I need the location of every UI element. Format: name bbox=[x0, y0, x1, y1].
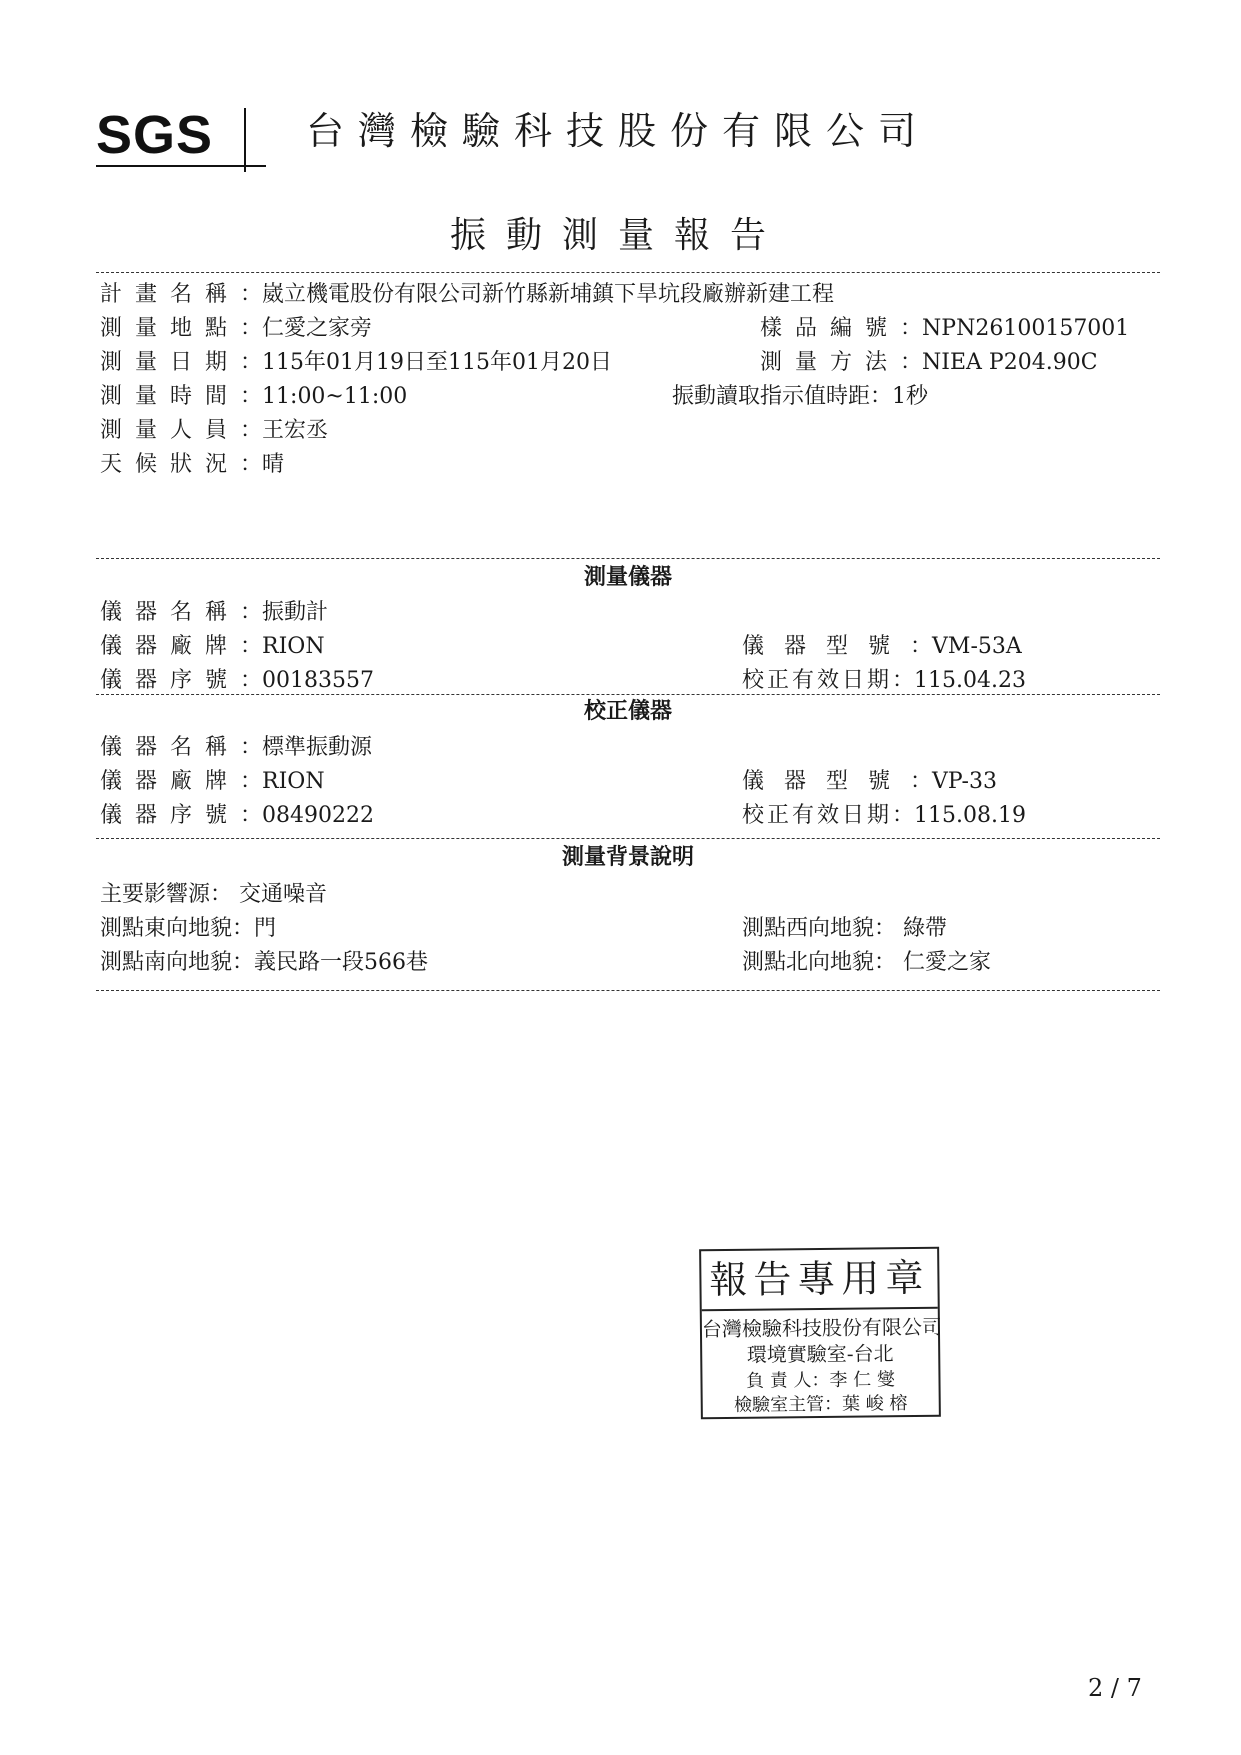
location-row: 測量地點：仁愛之家旁 bbox=[100, 316, 373, 341]
west-value: 綠帶 bbox=[903, 916, 948, 941]
divider bbox=[96, 990, 1160, 991]
east-row: 測點東向地貌：門 bbox=[100, 916, 277, 941]
page-number: 2 / 7 bbox=[1088, 1674, 1142, 1702]
project-value: 崴立機電股份有限公司新竹縣新埔鎮下旱坑段廠辦新建工程 bbox=[262, 282, 835, 307]
stamp-head: 報告專用章 bbox=[701, 1249, 938, 1311]
stamp-supervisor bbox=[703, 1395, 939, 1415]
east-value: 門 bbox=[254, 916, 277, 941]
instrument-serial-label: 儀器序號 bbox=[100, 668, 241, 693]
calibrator-valid-label: 校正有效日期 bbox=[742, 803, 893, 828]
instrument-serial-row: 儀器序號：00183557 bbox=[100, 668, 375, 693]
calibrator-section-title: 校正儀器 bbox=[583, 698, 672, 724]
person-row: 測量人員：王宏丞 bbox=[100, 418, 329, 443]
instrument-brand-label: 儀器廠牌 bbox=[100, 634, 241, 659]
background-section-title: 測量背景說明 bbox=[561, 844, 694, 870]
south-value: 義民路一段566巷 bbox=[254, 950, 429, 975]
method-row: 測量方法：NIEA P204.90C bbox=[760, 350, 1098, 375]
south-label: 測點南向地貌 bbox=[100, 950, 233, 975]
instrument-brand-value: RION bbox=[262, 634, 325, 659]
instrument-model-value: VM-53A bbox=[932, 634, 1022, 659]
calibrator-name-row: 儀器名稱：標準振動源 bbox=[100, 735, 373, 760]
report-stamp bbox=[699, 1247, 941, 1420]
stamp-responsible bbox=[702, 1371, 938, 1391]
instrument-name-label: 儀器名稱 bbox=[100, 600, 241, 625]
west-row: 測點西向地貌： 綠帶 bbox=[742, 916, 948, 941]
divider bbox=[96, 694, 1160, 695]
weather-label: 天候狀況 bbox=[100, 452, 241, 477]
calibrator-valid-row: 校正有效日期：115.08.19 bbox=[742, 803, 1026, 828]
interval-row: 振動讀取指示值時距：1秒 bbox=[672, 384, 929, 409]
instrument-name-row: 儀器名稱：振動計 bbox=[100, 600, 329, 625]
source-row: 主要影響源： 交通噪音 bbox=[100, 882, 328, 907]
report-title: 振動測量報告 bbox=[450, 215, 787, 256]
instrument-valid-label: 校正有效日期 bbox=[742, 668, 893, 693]
time-label: 測量時間 bbox=[100, 384, 241, 409]
weather-row: 天候狀況：晴 bbox=[100, 452, 285, 477]
calibrator-serial-label: 儀器序號 bbox=[100, 803, 241, 828]
person-label: 測量人員 bbox=[100, 418, 241, 443]
sgs-logo: SGS bbox=[96, 105, 214, 165]
logo-underline bbox=[96, 165, 266, 167]
person-value: 王宏丞 bbox=[262, 418, 329, 443]
instrument-valid-value: 115.04.23 bbox=[914, 668, 1026, 693]
north-value: 仁愛之家 bbox=[903, 950, 992, 975]
date-row: 測量日期：115年01月19日至115年01月20日 bbox=[100, 350, 612, 375]
calibrator-model-label: 儀器型號 bbox=[742, 769, 911, 794]
calibrator-valid-value: 115.08.19 bbox=[914, 803, 1026, 828]
divider bbox=[96, 558, 1160, 559]
weather-value: 晴 bbox=[262, 452, 285, 477]
sample-no-row: 樣品編號：NPN26100157001 bbox=[760, 316, 1130, 341]
calibrator-brand-value: RION bbox=[262, 769, 325, 794]
stamp-supervisor-value: 葉 峻 榕 bbox=[841, 1393, 908, 1415]
sample-no-value: NPN26100157001 bbox=[922, 316, 1130, 341]
calibrator-model-row: 儀器型號：VP-33 bbox=[742, 769, 997, 794]
north-row: 測點北向地貌： 仁愛之家 bbox=[742, 950, 992, 975]
project-label: 計畫名稱 bbox=[100, 282, 241, 307]
company-name: 台灣檢驗科技股份有限公司 bbox=[306, 109, 931, 153]
time-value: 11:00~11:00 bbox=[262, 384, 408, 409]
source-value: 交通噪音 bbox=[239, 882, 328, 907]
stamp-company: 台灣檢驗科技股份有限公司 bbox=[701, 1314, 943, 1342]
logo-tick-mark bbox=[244, 108, 246, 172]
instrument-model-row: 儀器型號：VM-53A bbox=[742, 634, 1022, 659]
date-value: 115年01月19日至115年01月20日 bbox=[262, 350, 612, 375]
divider bbox=[96, 838, 1160, 839]
date-label: 測量日期 bbox=[100, 350, 241, 375]
calibrator-serial-value: 08490222 bbox=[262, 803, 375, 828]
interval-value: 1秒 bbox=[892, 384, 929, 409]
calibrator-brand-label: 儀器廠牌 bbox=[100, 769, 241, 794]
calibrator-name-label: 儀器名稱 bbox=[100, 735, 241, 760]
calibrator-serial-row: 儀器序號：08490222 bbox=[100, 803, 375, 828]
interval-label: 振動讀取指示值時距 bbox=[672, 384, 871, 409]
stamp-responsible-value: 李 仁 燮 bbox=[829, 1369, 896, 1391]
calibrator-name-value: 標準振動源 bbox=[262, 735, 373, 760]
west-label: 測點西向地貌 bbox=[742, 916, 875, 941]
time-row: 測量時間：11:00~11:00 bbox=[100, 384, 408, 409]
source-label: 主要影響源 bbox=[100, 882, 211, 907]
divider bbox=[96, 272, 1160, 273]
east-label: 測點東向地貌 bbox=[100, 916, 233, 941]
method-label: 測量方法 bbox=[760, 350, 901, 375]
stamp-responsible-label: 負 責 人： bbox=[745, 1369, 830, 1392]
location-label: 測量地點 bbox=[100, 316, 241, 341]
instrument-brand-row: 儀器廠牌：RION bbox=[100, 634, 325, 659]
instrument-name-value: 振動計 bbox=[262, 600, 329, 625]
location-value: 仁愛之家旁 bbox=[262, 316, 373, 341]
calibrator-brand-row: 儀器廠牌：RION bbox=[100, 769, 325, 794]
north-label: 測點北向地貌 bbox=[742, 950, 875, 975]
instrument-serial-value: 00183557 bbox=[262, 668, 375, 693]
method-value: NIEA P204.90C bbox=[922, 350, 1098, 375]
instrument-model-label: 儀器型號 bbox=[742, 634, 911, 659]
calibrator-model-value: VP-33 bbox=[932, 769, 997, 794]
sample-no-label: 樣品編號 bbox=[760, 316, 901, 341]
project-row: 計畫名稱：崴立機電股份有限公司新竹縣新埔鎮下旱坑段廠辦新建工程 bbox=[100, 282, 835, 307]
stamp-supervisor-label: 檢驗室主管： bbox=[733, 1393, 843, 1416]
south-row: 測點南向地貌：義民路一段566巷 bbox=[100, 950, 429, 975]
stamp-lab: 環境實驗室-台北 bbox=[746, 1341, 894, 1367]
instrument-valid-row: 校正有效日期：115.04.23 bbox=[742, 668, 1026, 693]
instrument-section-title: 測量儀器 bbox=[583, 564, 672, 590]
